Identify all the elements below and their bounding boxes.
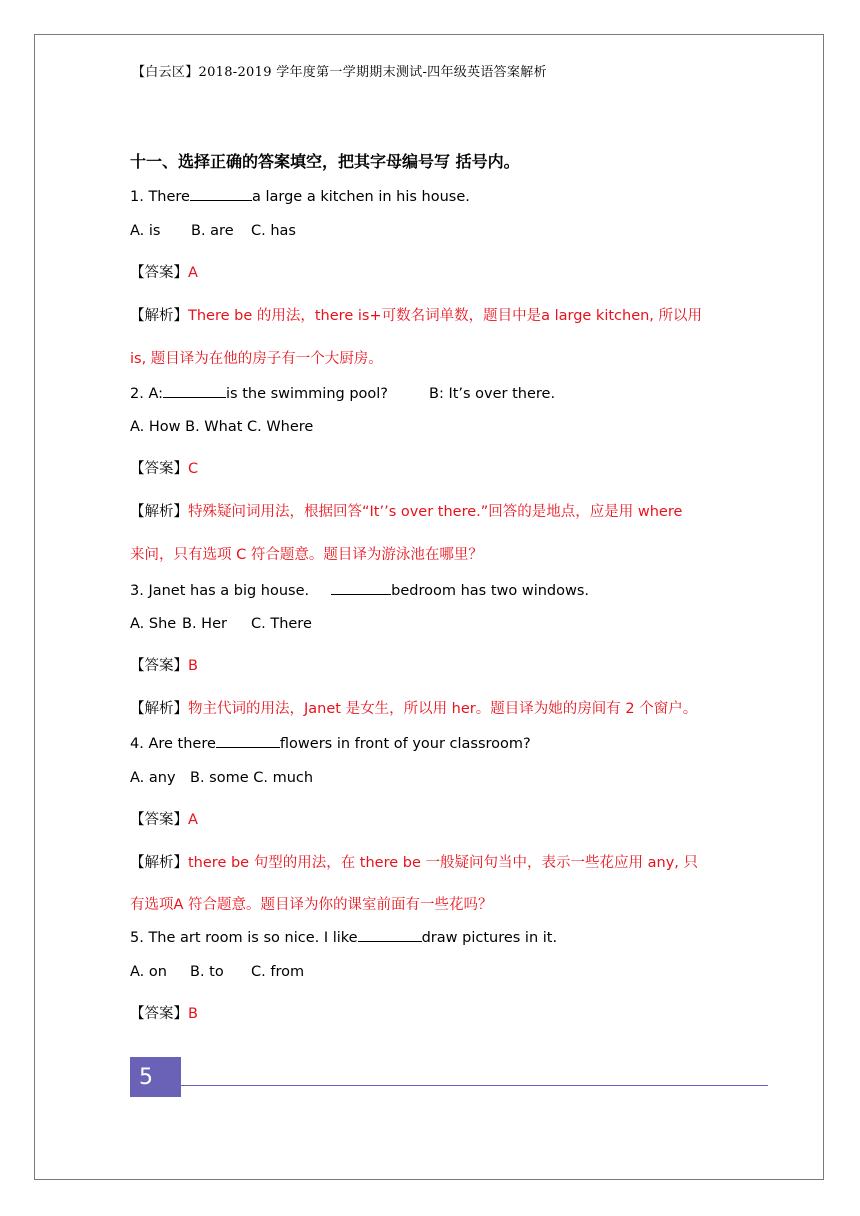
- option-a: A. is: [130, 223, 161, 239]
- answer-value: C: [188, 461, 199, 477]
- question-1-analysis: 【解析】There be 的用法，there is+可数名词单数，题目中是a large kitchen, 所以用: [130, 308, 703, 324]
- question-5-options: [130, 964, 304, 980]
- question-3-options: [130, 616, 312, 632]
- question-4-stem: 4. Are there flowers in front of your classroom?: [130, 736, 531, 752]
- page-number-badge: [130, 1057, 181, 1097]
- answer-value: A: [188, 265, 198, 281]
- question-2-stem: 2. A: is the swimming pool? B: It’s over there.: [130, 386, 556, 402]
- question-2-options: A. How B. What C. Where: [130, 419, 314, 435]
- option-a: A. on: [130, 964, 167, 980]
- page-number: 5: [139, 1064, 153, 1090]
- option-b: B. are: [191, 223, 234, 239]
- answer-blank: [358, 929, 422, 942]
- question-1-answer: 【答案】A: [130, 265, 198, 281]
- question-1-stem: 1. There a large a kitchen in his house.: [130, 189, 470, 205]
- question-2-analysis: 【解析】特殊疑问词用法，根据回答“It’’s over there.”回答的是地点，应是用 where: [130, 504, 683, 520]
- option-c: C. There: [251, 616, 312, 632]
- question-1-analysis-cont: is, 题目译为在他的房子有一个大厨房。: [130, 351, 383, 367]
- question-2-analysis-cont: 来问，只有选项 C 符合题意。题目译为游泳池在哪里？: [130, 547, 483, 563]
- question-3-answer: 【答案】B: [130, 658, 198, 674]
- section-title: 十一、选择正确的答案填空，把其字母编号写 括号内。: [130, 152, 520, 171]
- question-4-answer: 【答案】A: [130, 812, 198, 828]
- answer-blank: [163, 385, 226, 398]
- option-c: C. from: [251, 964, 305, 980]
- answer-value: B: [188, 658, 198, 674]
- footer-rule: [181, 1085, 768, 1086]
- option-b-c: B. some C. much: [190, 770, 314, 786]
- option-b: B. Her: [182, 616, 227, 632]
- page-header: 【白云区】2018-2019 学年度第一学期期末测试-四年级英语答案解析: [132, 65, 547, 80]
- question-1-options: [130, 223, 296, 239]
- question-5-stem: 5. The art room is so nice. I like draw pictures in it.: [130, 930, 558, 946]
- answer-blank: [190, 188, 252, 201]
- option-c: C. has: [251, 223, 296, 239]
- question-2-answer: 【答案】C: [130, 461, 199, 477]
- question-4-analysis-cont: 有选项A 符合题意。题目译为你的课室前面有一些花吗？: [130, 897, 493, 913]
- answer-value: B: [188, 1006, 198, 1022]
- option-a: A. She: [130, 616, 177, 632]
- answer-blank: [331, 582, 391, 595]
- answer-blank: [216, 735, 280, 748]
- question-4-options: [130, 770, 313, 786]
- option-b: B. to: [190, 964, 224, 980]
- answer-value: A: [188, 812, 198, 828]
- question-4-analysis: 【解析】there be 句型的用法，在 there be 一般疑问句当中，表示一些花应用 any, 只: [130, 855, 698, 871]
- question-3-stem: 3. Janet has a big house. bedroom has two windows.: [130, 583, 590, 599]
- question-3-analysis: 【解析】物主代词的用法，Janet 是女生，所以用 her。题目译为她的房间有 2 个窗户。: [130, 701, 698, 717]
- question-5-answer: 【答案】B: [130, 1006, 198, 1022]
- option-a: A. any: [130, 770, 176, 786]
